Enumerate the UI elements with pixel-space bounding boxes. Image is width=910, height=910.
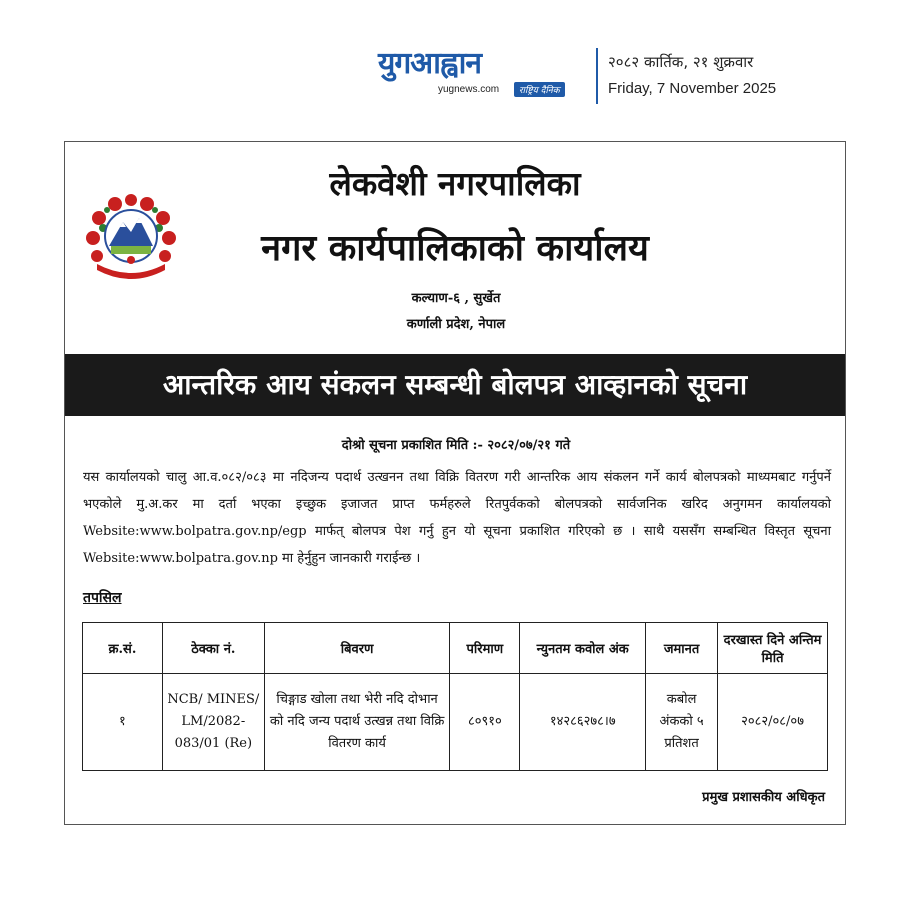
schedule-heading: तपसिल — [83, 590, 122, 606]
brand-logo[interactable] — [378, 44, 588, 108]
cell-quantity: ८०९१० — [450, 674, 520, 771]
cell-contract-no: NCB/ MINES/ LM/2082-083/01 (Re) — [162, 674, 264, 771]
cell-deadline: २०८२/०८/०७ — [718, 674, 828, 771]
tender-table — [82, 622, 828, 771]
cell-serial: १ — [83, 674, 163, 771]
cell-min-bid: १४२८६२७८।७ — [520, 674, 646, 771]
brand-site: yugnews.com — [438, 84, 500, 95]
notice-frame — [64, 141, 846, 825]
nepal-emblem-icon — [81, 194, 181, 280]
date-english: Friday, 7 November 2025 — [608, 80, 777, 97]
brand-tagline: राष्ट्रिय दैनिक — [514, 82, 565, 97]
brand-name: युगआह्वान — [378, 46, 482, 81]
signatory-title: प्रमुख प्रशासकीय अधिकृत — [702, 790, 825, 805]
address-line-1: कल्याण-६ , सुर्खेत — [411, 291, 501, 306]
header-serial: क्र.सं. — [83, 623, 163, 674]
office-name: नगर कार्यपालिकाको कार्यालय — [261, 227, 649, 269]
table-header-row — [83, 623, 828, 674]
publication-date: दोश्रो सूचना प्रकाशित मिति :- २०८२/०७/२१ गते — [341, 438, 571, 453]
header-description: बिवरण — [264, 623, 450, 674]
address-line-2: कर्णाली प्रदेश, नेपाल — [406, 317, 506, 332]
header-min-bid: न्युनतम कवोल अंक — [520, 623, 646, 674]
header-quantity: परिमाण — [450, 623, 520, 674]
date-nepali: २०८२ कार्तिक, २१ शुक्रवार — [608, 53, 754, 71]
table-row — [83, 674, 828, 771]
cell-guarantee: कबोल अंकको ५ प्रतिशत — [646, 674, 718, 771]
header-guarantee: जमानत — [646, 623, 718, 674]
cell-description: चिङ्गाड खोला तथा भेरी नदि दोभान को नदि जन्य पदार्थ उत्खन्न तथा विक्रि वितरण कार्य — [264, 674, 450, 771]
notice-body: यस कार्यालयको चालु आ.व.०८२/०८३ मा नदिजन्य पदार्थ उत्खनन तथा विक्रि वितरण गरी आन्तरिक आय संकलन गर्ने कार्य बोलपत्रको माध्यमबाट गर्नुपर्ने भएकोले मु.अ.कर मा दर्ता भएका इच्छुक इजाजत प्राप्त फर्महरुले रितपुर्वकको बोलपत्रको सार्वजनिक खरिद अनुगमन कार्यालयको Website:www.bolpatra.gov.np/egp मार्फत् बोलपत्र पेश गर्नु हुन यो सूचना प्रकाशित गरिएको छ । साथै यससँग सम्बन्धित विस्तृत सूचना Website:www.bolpatra.gov.np मा हेर्नुहुन जानकारी गराईन्छ । — [83, 470, 831, 566]
header-contract-no: ठेक्का नं. — [162, 623, 264, 674]
masthead — [378, 44, 818, 108]
org-name: लेकवेशी नगरपालिका — [329, 164, 581, 203]
notice-title: आन्तरिक आय संकलन सम्बन्धी बोलपत्र आव्हानको सूचना — [162, 368, 748, 401]
notice-banner — [65, 354, 845, 416]
masthead-divider — [596, 48, 598, 104]
header-deadline: दरखास्त दिने अन्तिम मिति — [718, 623, 828, 674]
